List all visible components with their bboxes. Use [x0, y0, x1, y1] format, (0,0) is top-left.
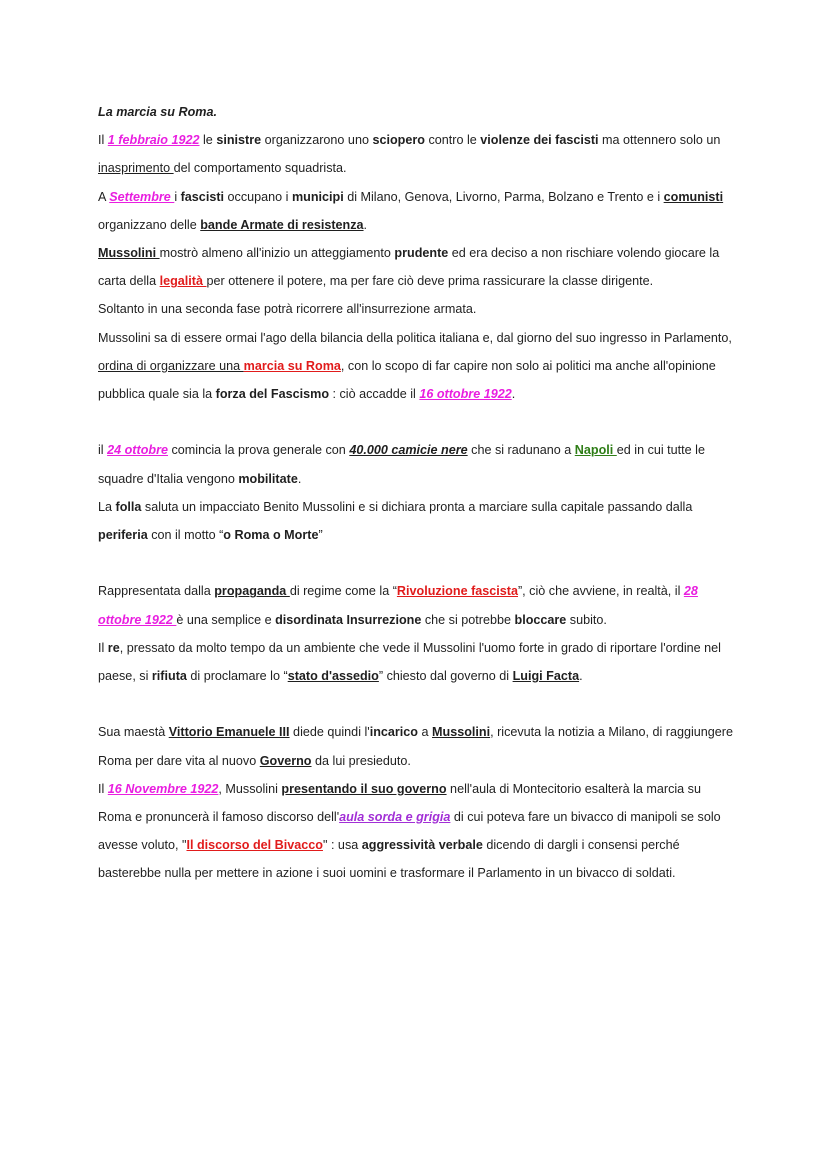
text-run: .	[363, 217, 368, 232]
paragraph	[98, 718, 738, 774]
paragraph	[98, 577, 738, 633]
text-run: ed era deciso a non rischiare volendo giocare la carta della	[98, 246, 720, 289]
text-run: ”, ciò che avviene, in realtà, il	[517, 584, 684, 599]
text-run: del comportamento squadrista.	[173, 161, 347, 176]
highlighted-text: comunisti	[663, 189, 724, 204]
paragraph-spacer	[98, 549, 738, 577]
highlighted-text: inasprimento	[98, 161, 174, 176]
text-run: mostrò almeno all'inizio un atteggiamento	[159, 246, 395, 261]
text-run: comincia la prova generale con	[168, 443, 350, 458]
highlighted-text: rifiuta	[151, 669, 187, 684]
text-run: Il	[98, 781, 108, 796]
text-run: ” chiesto dal governo di	[378, 669, 513, 684]
highlighted-text: legalità	[159, 274, 207, 289]
text-run: subito.	[566, 612, 607, 627]
highlighted-text: incarico	[369, 725, 418, 740]
highlighted-text: municipi	[291, 189, 344, 204]
text-run: " : usa	[322, 838, 362, 853]
highlighted-text: Mussolini	[432, 725, 491, 740]
highlighted-text: o Roma o Morte	[223, 528, 319, 543]
highlighted-text: re	[107, 640, 120, 655]
highlighted-text: sciopero	[372, 133, 425, 148]
document-title: La marcia su Roma.	[98, 105, 217, 119]
text-run: dicendo di dargli i consensi perché basterebbe nulla per mettere in azione i suoi uomini e trasformare il Parlamento in un bivacco di soldati.	[98, 838, 680, 881]
paragraph	[98, 634, 738, 690]
highlighted-text: presentando il suo governo	[281, 781, 447, 796]
highlighted-text: folla	[115, 499, 142, 514]
highlighted-text: sinistre	[216, 133, 262, 148]
highlighted-text: Napoli	[574, 443, 617, 458]
highlighted-text: 24 ottobre	[107, 443, 168, 458]
text-run: di regime come la “	[289, 584, 397, 599]
text-run: di proclamare lo “	[186, 669, 288, 684]
highlighted-text: 28 ottobre 1922	[98, 584, 698, 627]
highlighted-text: disordinata Insurrezione	[275, 612, 422, 627]
highlighted-text: Settembre	[109, 189, 175, 204]
text-run: Soltanto in una seconda fase potrà ricorrere all'insurrezione armata.	[98, 302, 477, 317]
text-run: le	[199, 133, 217, 148]
text-run: organizzarono uno	[261, 133, 373, 148]
highlighted-text: 16 Novembre 1922	[107, 781, 219, 796]
highlighted-text: marcia su Roma	[243, 358, 341, 373]
paragraph	[98, 295, 738, 323]
highlighted-text: stato d'assedio	[287, 669, 379, 684]
text-run: contro le	[424, 133, 481, 148]
highlighted-text: Il discorso del Bivacco	[186, 838, 323, 853]
text-run: diede quindi l'	[289, 725, 370, 740]
text-run: nell'aula di Montecitorio esalterà la marcia su Roma e pronuncerà il famoso discorso dell'	[98, 781, 701, 825]
highlighted-text: Vittorio Emanuele III	[168, 725, 290, 740]
highlighted-text: propaganda	[214, 584, 290, 599]
text-run: ma ottennero solo un	[598, 133, 721, 148]
text-run: Rappresentata dalla	[98, 584, 215, 599]
highlighted-text: prudente	[394, 246, 449, 261]
paragraph	[98, 239, 738, 295]
highlighted-text: Governo	[259, 753, 312, 768]
highlighted-text: Luigi Facta	[512, 669, 580, 684]
text-run: a	[418, 725, 433, 740]
highlighted-text: mobilitate	[238, 471, 298, 486]
paragraph-spacer	[98, 690, 738, 718]
text-run: .	[511, 387, 516, 402]
text-run: da lui presieduto.	[311, 753, 411, 768]
text-run: , Mussolini	[218, 781, 282, 796]
text-run: ed in cui tutte le squadre d'Italia vengono	[98, 443, 705, 486]
highlighted-text: forza del Fascismo	[215, 387, 330, 402]
text-run: di Milano, Genova, Livorno, Parma, Bolzano e Trento e i	[343, 189, 664, 204]
paragraph	[98, 126, 738, 182]
text-run: il	[98, 443, 108, 458]
paragraph-spacer	[98, 408, 738, 436]
text-run: organizzano delle	[98, 217, 201, 232]
text-run: Il	[98, 133, 108, 148]
text-run: : ciò accadde il	[329, 387, 420, 402]
paragraph	[98, 493, 738, 549]
highlighted-text: 1 febbraio 1922	[107, 133, 200, 148]
highlighted-text: ordina di organizzare una	[98, 358, 244, 373]
paragraph	[98, 183, 738, 239]
highlighted-text: aggressività verbale	[361, 838, 483, 853]
highlighted-text: bloccare	[514, 612, 567, 627]
text-run: che si radunano a	[467, 443, 575, 458]
paragraph	[98, 775, 738, 888]
text-run: per ottenere il potere, ma per fare ciò deve prima rassicurare la classe dirigente.	[206, 274, 654, 289]
text-run: con il motto “	[147, 528, 224, 543]
paragraph	[98, 436, 738, 492]
highlighted-text: Rivoluzione fascista	[396, 584, 518, 599]
text-run: occupano i	[224, 189, 292, 204]
text-run: che si potrebbe	[421, 612, 515, 627]
text-run: ”	[318, 528, 323, 543]
highlighted-text: periferia	[98, 528, 148, 543]
text-run: , pressato da molto tempo da un ambiente che vede il Mussolini l'uomo forte in grado di riportare l'ordine nel paese, si	[98, 640, 721, 684]
highlighted-text: 16 ottobre 1922	[419, 387, 512, 402]
text-run: Mussolini sa di essere ormai l'ago della bilancia della politica italiana e, dal giorno del suo ingresso in Parlamento,	[98, 330, 732, 345]
highlighted-text: 40.000 camicie nere	[349, 443, 468, 458]
text-run: i	[174, 189, 181, 204]
text-run: di cui poteva fare un bivacco di manipoli se solo avesse voluto, "	[98, 810, 721, 853]
paragraph	[98, 324, 738, 409]
text-run: .	[579, 669, 583, 684]
highlighted-text: bande Armate di resistenza	[200, 217, 364, 232]
text-run: saluta un impacciato Benito Mussolini e si dichiara pronta a marciare sulla capitale passando dalla	[141, 499, 693, 514]
highlighted-text: Mussolini	[98, 246, 160, 261]
text-run: , con lo scopo di far capire non solo ai politici ma anche all'opinione pubblica quale sia la	[98, 358, 716, 402]
text-run: A	[98, 189, 110, 204]
text-run: , ricevuta la notizia a Milano, di raggiungere Roma per dare vita al nuovo	[98, 725, 734, 768]
text-run: .	[297, 471, 302, 486]
document-paragraphs	[98, 126, 738, 887]
text-run: è una semplice e	[176, 612, 276, 627]
highlighted-text: violenze dei fascisti	[480, 133, 599, 148]
document-body	[98, 98, 738, 888]
text-run: Il	[98, 640, 108, 655]
highlighted-text: fascisti	[180, 189, 225, 204]
highlighted-text: aula sorda e grigia	[339, 810, 451, 825]
text-run: La	[98, 499, 116, 514]
text-run: Sua maestà	[98, 725, 169, 740]
